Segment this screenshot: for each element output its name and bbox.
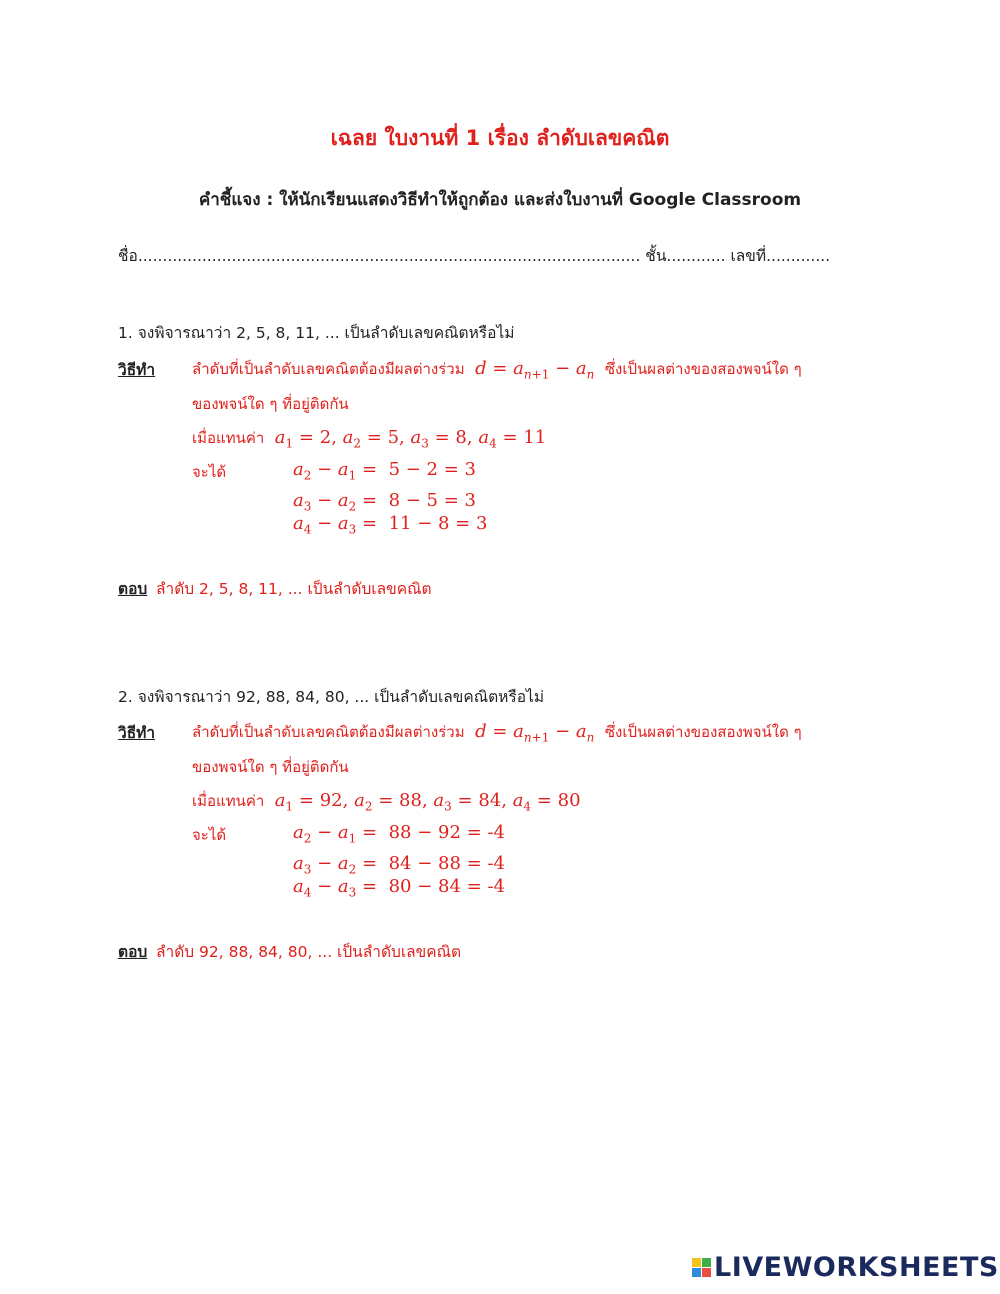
question-2: 2. จงพิจารณาว่า 92, 88, 84, 80, ... เป็นลำดับเลขคณิตหรือไม่ <box>118 688 545 706</box>
page-title: เฉลย ใบงานที่ 1 เรื่อง ลำดับเลขคณิต <box>330 126 670 150</box>
get-label-2: จะได้ <box>192 826 227 844</box>
formula-d: $d = a_{n+1} - a_n$ <box>469 358 595 382</box>
diff-1-2: $a_3 - a_2 = 8 - 5 = 3$ <box>293 490 476 514</box>
method-text-2: ลำดับที่เป็นลำดับเลขคณิตต้องมีผลต่างร่วม $d = a_{n+1} - a_n$ ซึ่งเป็นผลต่างของสองพจน์ใด ๆ <box>192 721 802 745</box>
formula-d-2: $d = a_{n+1} - a_n$ <box>469 721 595 745</box>
substitute-line-1: เมื่อแทนค่า $a_1 = 2$, $a_2 = 5$, $a_3 = 8$, $a_4 = 11$ <box>192 427 547 451</box>
diff-2-2: $a_3 - a_2 = 84 - 88 = -4$ <box>293 853 505 877</box>
method-text-1: ลำดับที่เป็นลำดับเลขคณิตต้องมีผลต่างร่วม $d = a_{n+1} - a_n$ ซึ่งเป็นผลต่างของสองพจน์ใด ๆ <box>192 358 802 382</box>
diff-2-3: $a_4 - a_3 = 80 - 84 = -4$ <box>293 876 505 900</box>
answer-2: ลำดับ 92, 88, 84, 80, ... เป็นลำดับเลขคณิต <box>156 943 462 961</box>
answer-label-2: ตอบ <box>118 943 148 961</box>
method-label-2: วิธีทำ <box>118 724 156 742</box>
diff-1-1: $a_2 - a_1 = 5 - 2 = 3$ <box>293 459 476 483</box>
get-label-1: จะได้ <box>192 463 227 481</box>
diff-2-1: $a_2 - a_1 = 88 - 92 = -4$ <box>293 822 505 846</box>
answer-label-1: ตอบ <box>118 580 148 598</box>
logo-icon <box>692 1258 711 1277</box>
instructions: คำชี้แจง : ให้นักเรียนแสดงวิธีทำให้ถูกต้อง และส่งใบงานที่ Google Classroom <box>198 190 802 210</box>
diff-1-3: $a_4 - a_3 = 11 - 8 = 3$ <box>293 513 488 537</box>
answer-1: ลำดับ 2, 5, 8, 11, ... เป็นลำดับเลขคณิต <box>156 580 432 598</box>
name-line: ชื่อ...................................................................................................... ชั้น............ เลขที่............. <box>118 247 831 265</box>
method-label-1: วิธีทำ <box>118 361 156 379</box>
method-text-1b: ของพจน์ใด ๆ ที่อยู่ติดกัน <box>192 395 349 413</box>
question-1: 1. จงพิจารณาว่า 2, 5, 8, 11, ... เป็นลำดับเลขคณิตหรือไม่ <box>118 324 515 342</box>
liveworksheets-logo: LIVEWORKSHEETS <box>692 1252 999 1283</box>
substitute-line-2: เมื่อแทนค่า $a_1 = 92$, $a_2 = 88$, $a_3 = 84$, $a_4 = 80$ <box>192 790 581 814</box>
method-text-2b: ของพจน์ใด ๆ ที่อยู่ติดกัน <box>192 758 349 776</box>
